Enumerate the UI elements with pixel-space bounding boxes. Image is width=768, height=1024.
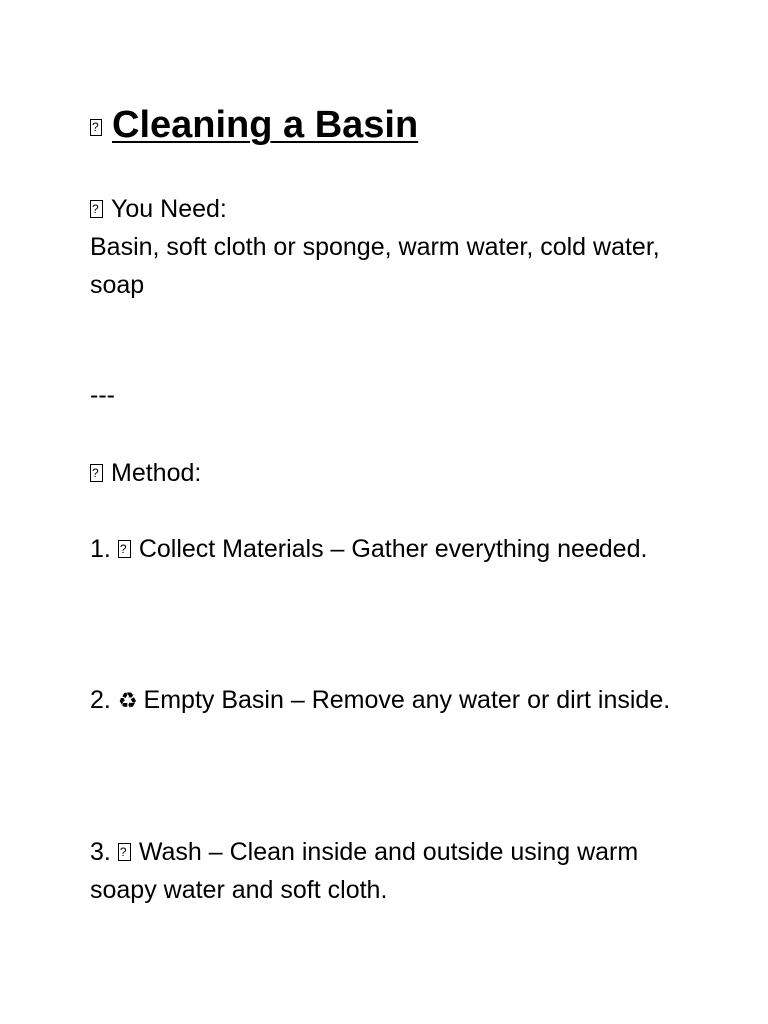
missing-glyph-icon — [90, 464, 103, 482]
method-step-3 — [90, 833, 690, 909]
document-title — [90, 102, 690, 148]
recycle-icon: ♻ — [117, 689, 138, 714]
missing-glyph-icon — [90, 200, 103, 218]
step-dash: – — [290, 686, 305, 714]
missing-glyph-icon — [118, 843, 131, 861]
step-title: Collect Materials — [138, 535, 324, 563]
missing-glyph-icon — [118, 540, 131, 558]
step-text: Remove any water or dirt inside. — [311, 686, 671, 714]
step-title: Empty Basin — [143, 686, 284, 714]
separator: --- — [90, 381, 115, 409]
step-number: 2. — [90, 686, 111, 714]
step-text: Gather everything needed. — [351, 535, 648, 563]
step-dash: – — [330, 535, 345, 563]
missing-glyph-icon — [90, 119, 102, 136]
method-heading-line — [90, 454, 690, 492]
step-number: 1. — [90, 535, 111, 563]
step-number: 3. — [90, 838, 111, 866]
step-title: Wash — [138, 838, 202, 866]
you-need-section — [90, 190, 690, 304]
step-dash: – — [208, 838, 223, 866]
you-need-heading-line — [90, 190, 690, 228]
step-text: Clean inside and outside using warm soapy water and soft cloth. — [90, 838, 639, 904]
method-step-2 — [90, 681, 690, 721]
you-need-items: Basin, soft cloth or sponge, warm water, cold water, soap — [90, 233, 660, 299]
you-need-heading: You Need: — [111, 195, 227, 223]
method-step-1 — [90, 530, 690, 568]
title-text: Cleaning a Basin — [112, 104, 419, 146]
method-heading: Method: — [111, 459, 202, 487]
